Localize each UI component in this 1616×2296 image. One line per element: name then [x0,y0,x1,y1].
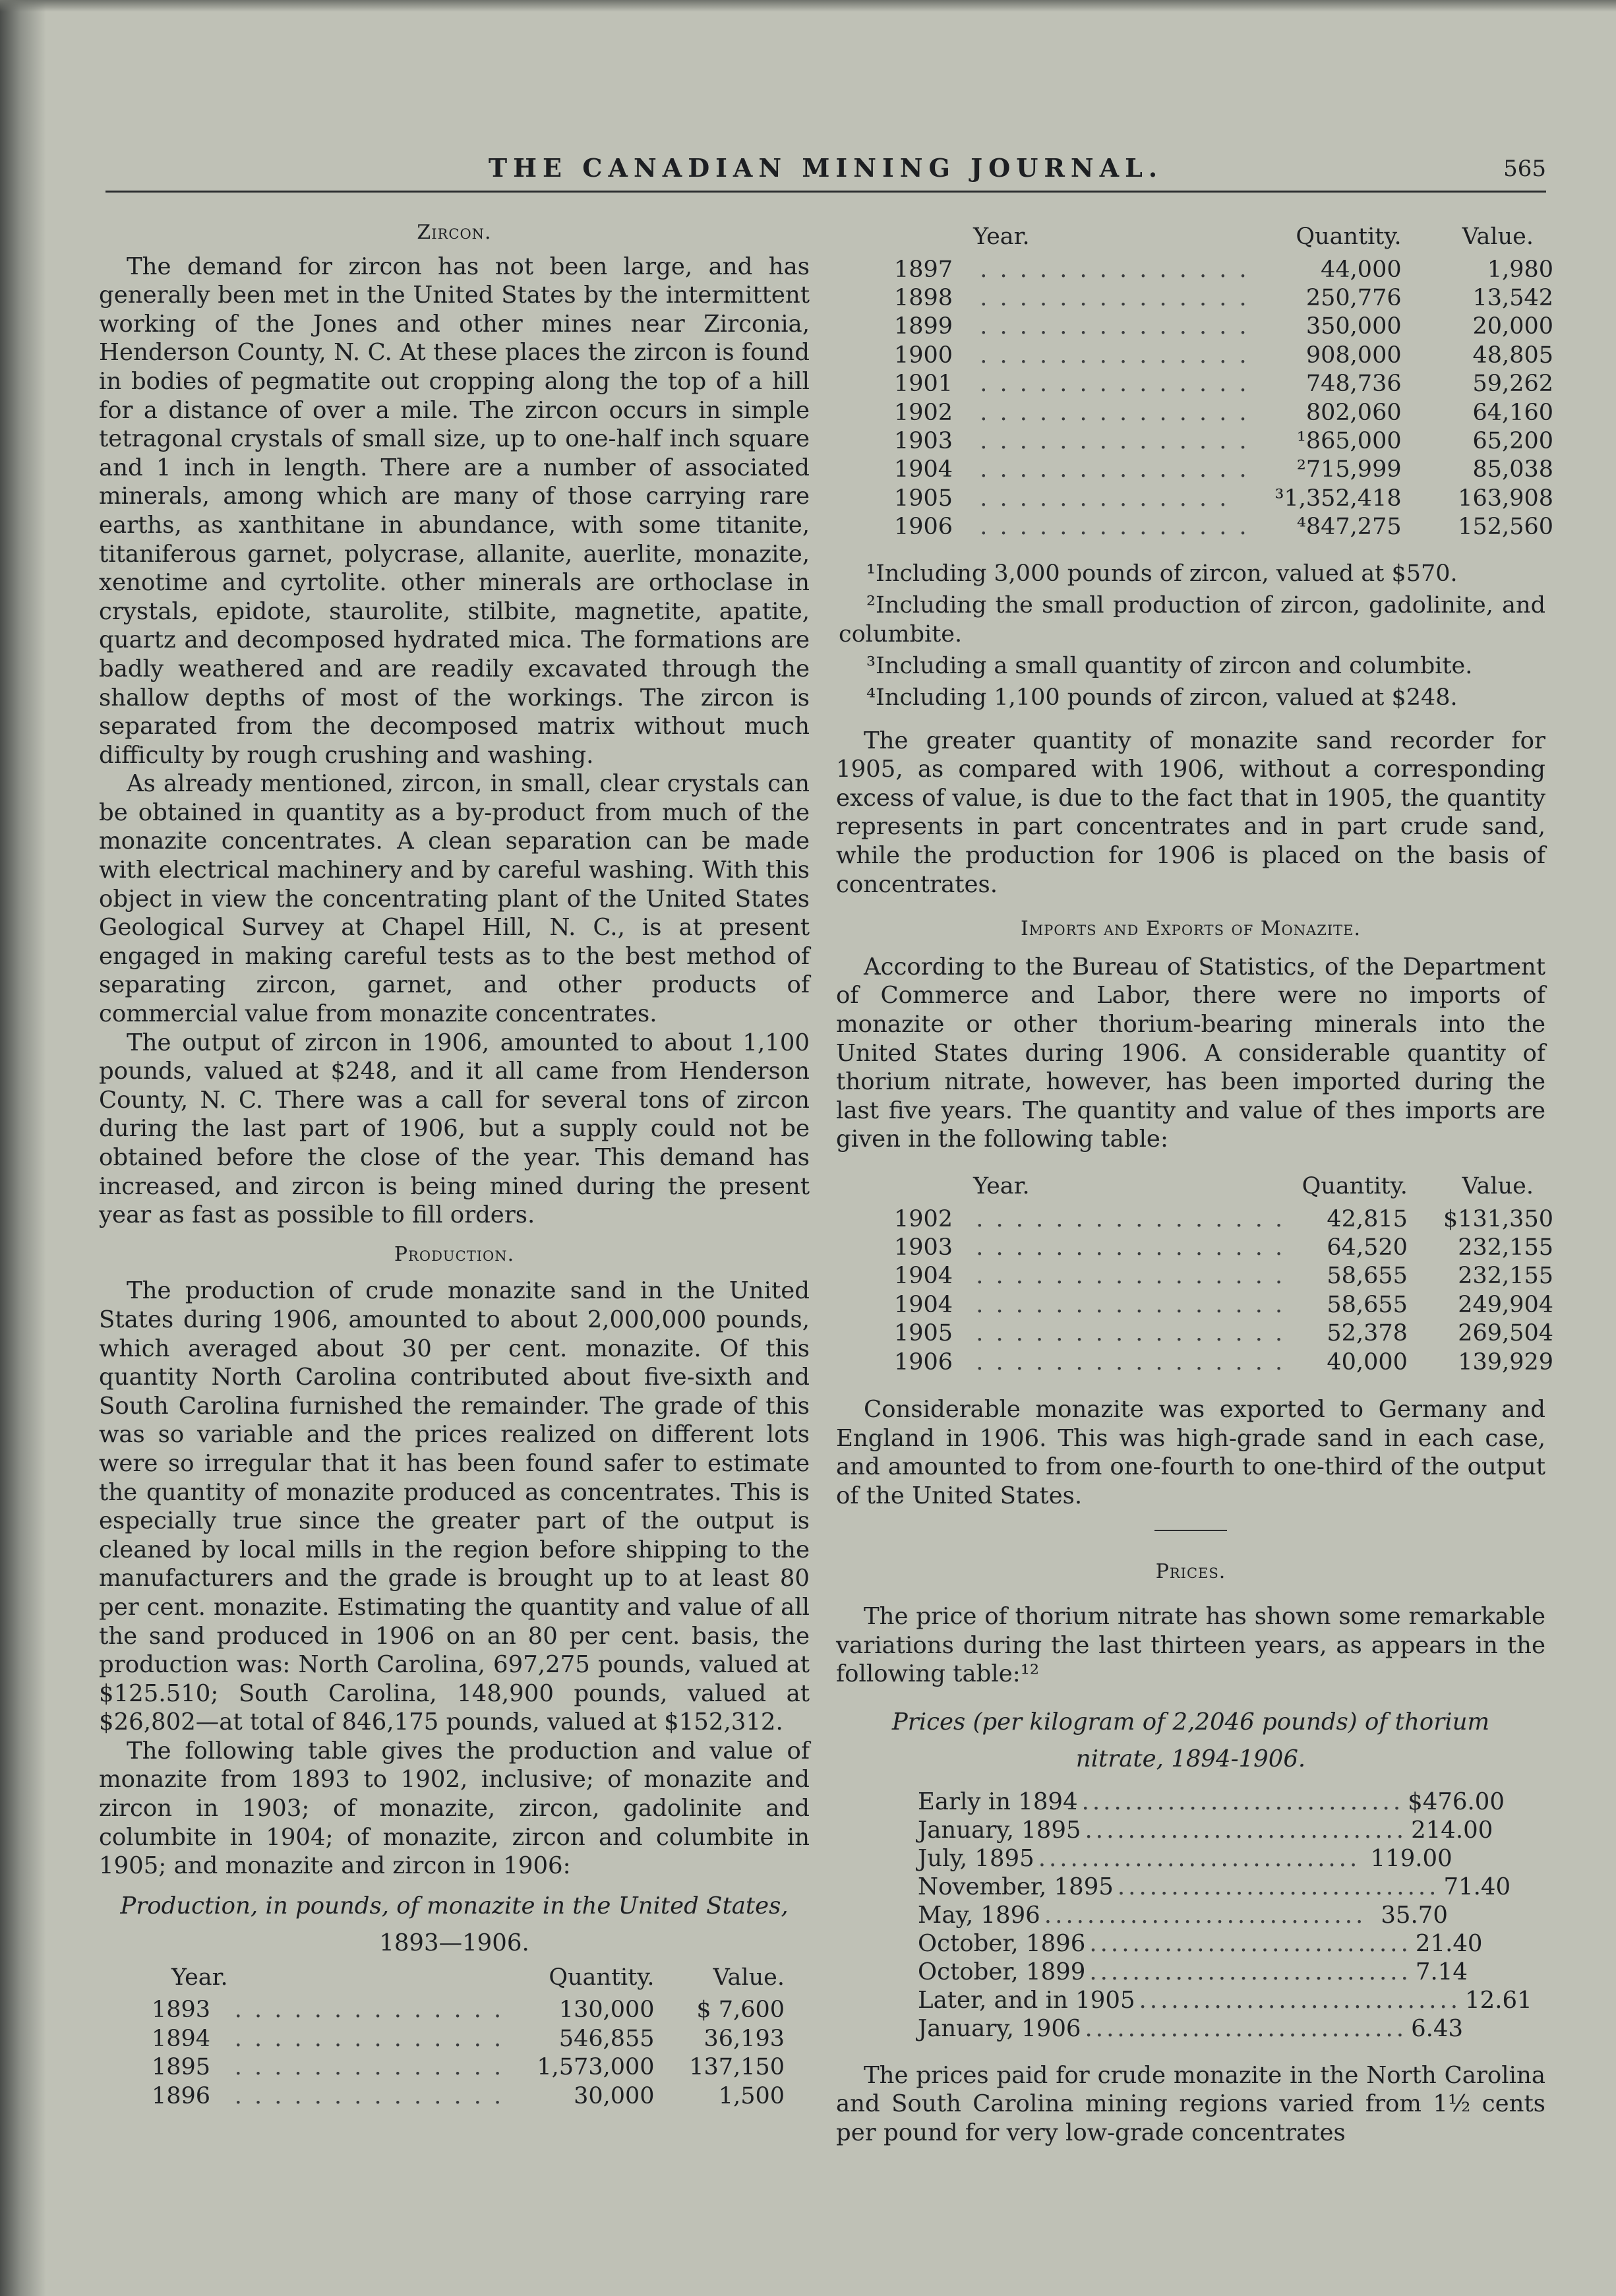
binding-shadow [0,0,46,2296]
footnote-1: ¹Including 3,000 pounds of zircon, valued at $570. [866,560,1458,587]
price-leader: .............................. [1085,1816,1408,1844]
row-year: 1903 [894,1234,953,1261]
production-paragraph-2: The following table gives the production and value of monazite from 1893 to 1902, inclusive; of monazite and zircon in 1903; of monazite, zircon, gadolinite and columbite in 1904; of monazite, zircon and columbite in 1905; and monazite and zircon in 1906: [99,1737,810,1880]
table-row [152,2053,785,2082]
imports-heading: Imports and Exports of Monazite. [1020,917,1362,941]
row-year: 1905 [894,485,953,512]
table-row [894,513,1553,541]
row-quantity: 58,655 [1327,1291,1408,1318]
row-leader: . . . . . . . . . . . . . . [980,285,1249,311]
row-leader: . . . . . . . . . . . . . . [980,313,1249,340]
table-row [152,2082,785,2111]
price-value: 35.70 [1381,1901,1448,1929]
row-year: 1904 [894,456,953,483]
row-leader: . . . . . . . . . . . . . . . . [976,1205,1286,1232]
price-value: $476.00 [1408,1788,1505,1815]
imports-paragraph: According to the Bureau of Statistics, of the Department of Commerce and Labor, there were no imports of monazite or other thorium-bearing minerals into the United States during 1906. A considerable quantity of thorium nitrate, however, has been imported during the last five years. The quantity and value of thes imports are given in the following table: [836,953,1545,1153]
row-value: 137,150 [689,2054,785,2081]
price-leader: .............................. [1117,1873,1440,1900]
price-date: July, 1895 [918,1844,1034,1872]
table-row [894,399,1553,427]
price-leader: .............................. [1089,1929,1412,1957]
row-value: $ 7,600 [696,1997,785,2024]
price-date: May, 1896 [918,1901,1040,1929]
table-header-row [894,223,1553,256]
price-value: 12.61 [1465,1986,1532,2014]
row-year: 1906 [894,1348,953,1375]
table-row [894,1234,1553,1262]
page-top-edge [0,0,1616,12]
row-quantity: 58,655 [1327,1263,1408,1290]
price-value: 214.00 [1411,1816,1493,1844]
production-table-part-1 [152,1964,785,2111]
price-row [918,2014,1464,2043]
table-row [894,256,1553,284]
price-leader: .............................. [1085,2014,1408,2042]
row-year: 1896 [152,2082,211,2109]
price-date: Early in 1894 [918,1788,1078,1815]
footnote-3: ³Including a small quantity of zircon and columbite. [866,652,1473,679]
row-value: 65,200 [1472,428,1553,455]
row-quantity: 250,776 [1305,285,1402,311]
header-quantity: Quantity. [549,1964,655,1991]
row-quantity: 1,573,000 [537,2054,655,2081]
header-quantity: Quantity. [1302,1172,1408,1199]
row-quantity: 908,000 [1305,342,1402,369]
row-leader: . . . . . . . . . . . . . . [980,428,1249,455]
production-table-part-2 [894,223,1553,542]
zircon-paragraph-3: The output of zircon in 1906, amounted to about 1,100 pounds, valued at $248, and it all came from Henderson County, N. C. There was a call for several tons of zircon during the last part of 1906, but a supply could not be obtained before the close of the year. This demand has increased, and zircon is being mined during the present year as fast as possible to fill orders. [99,1029,810,1229]
table-row [894,1205,1553,1234]
production-table-caption: Production, in pounds, of monazite in the United States, [120,1892,789,1919]
row-leader: . . . . . . . . . . . . . . . . [976,1348,1286,1375]
price-value: 119.00 [1370,1844,1452,1872]
row-leader: . . . . . . . . . . . . . . [980,371,1249,398]
price-row [918,1986,1532,2014]
table-row [894,1319,1553,1348]
table-row [152,1996,785,2024]
table-row [894,284,1553,313]
row-quantity: 40,000 [1327,1348,1408,1375]
price-leader: .............................. [1081,1788,1404,1815]
zircon-paragraph-1: The demand for zircon has not been large, and has generally been met in the United States by the intermittent working of the Jones and other mines near Zirconia, Henderson County, N. C. At these places the zircon is found in bodies of pegmatite out cropping along the top of a hill for a distance of over a mile. The zircon occurs in simple tetragonal crystals of small size, up to one-half inch square and 1 inch in length. There are a number of associated minerals, among which are many of those carrying rare earths, as xanthitane in abundance, with some titanite, titaniferous garnet, polycrase, allanite, auerlite, monazite, xenotime and cyrtolite. other minerals are orthoclase in crystals, epidote, staurolite, stilbite, magnetite, apatite, quartz and decomposed hydrated mica. The formations are badly weathered and are readily excavated through the shallow depths of most of the workings. The zircon is separated from the decomposed matrix without much difficulty by rough crushing and washing. [99,253,810,769]
price-row [918,1901,1458,1929]
row-leader: . . . . . . . . . . . . . . [234,2054,504,2081]
price-value: 6.43 [1411,2014,1464,2042]
row-year: 1895 [152,2054,211,2081]
footnote-2: ²Including the small production of zircon, gadolinite, and columbite. [839,591,1545,648]
row-value: 64,160 [1472,399,1553,426]
row-leader: . . . . . . . . . . . . . . . . [976,1234,1286,1261]
row-year: 1903 [894,428,953,455]
row-quantity: 802,060 [1305,399,1402,426]
price-row [918,1788,1505,1816]
row-quantity: 748,736 [1305,371,1402,398]
section-divider [1154,1530,1227,1531]
row-leader: . . . . . . . . . . . . . . [980,342,1249,369]
row-value: 163,908 [1458,485,1553,512]
header-dots [235,1964,504,1997]
row-value: $131,350 [1443,1205,1553,1232]
row-year: 1901 [894,371,953,398]
row-value: 13,542 [1472,285,1553,311]
price-date: January, 1895 [918,1816,1081,1844]
header-quantity: Quantity. [1296,224,1402,250]
footnotes [839,559,1545,712]
price-date: October, 1896 [918,1929,1086,1957]
table-row [894,1262,1553,1290]
row-value: 249,904 [1458,1291,1553,1318]
header-value: Value. [1462,224,1534,250]
price-row [918,1958,1468,1986]
row-leader: . . . . . . . . . . . . . . [980,514,1249,541]
footnote-4: ⁴Including 1,100 pounds of zircon, valued at $248. [866,684,1458,711]
row-year: 1902 [894,1205,953,1232]
row-leader: . . . . . . . . . . . . . . . . [976,1320,1286,1347]
row-value: 139,929 [1458,1348,1553,1375]
production-paragraph-1: The production of crude monazite sand in the United States during 1906, amounted to about 2,000,000 pounds, which averaged about 30 per cent. monazite. Of this quantity North Carolina contributed about five-sixth and South Carolina furnished the remainder. The grade of this was so variable and the prices realized on different lots were so irregular that it has been found safer to estimate the quantity of monazite produced as concentrates. This is especially true since the greater part of the output is cleaned by local mills in the region before shipping to the manufacturers and the grade is brought up to at least 80 per cent. monazite. Estimating the quantity and value of all the sand produced in 1906 on an 80 per cent. basis, the production was: North Carolina, 697,275 pounds, valued at $125.510; South Carolina, 148,900 pounds, valued at $26,802—at total of 846,175 pounds, valued at $152,312. [99,1277,810,1736]
header-year: Year. [171,1964,228,1991]
price-row [918,1816,1493,1844]
prices-table [918,1788,1532,2043]
page-number: 565 [1503,156,1546,182]
header-value: Value. [713,1964,785,1991]
row-value: 232,155 [1458,1263,1553,1290]
row-year: 1900 [894,342,953,369]
row-quantity: 64,520 [1327,1234,1408,1261]
production-table-years: 1893—1906. [379,1929,529,1956]
price-value: 71.40 [1443,1873,1511,1900]
row-leader: . . . . . . . . . . . . . . [234,1997,504,2024]
row-value: 232,155 [1458,1234,1553,1261]
row-leader: . . . . . . . . . . . . . . . . [976,1291,1286,1318]
row-year: 1894 [152,2025,211,2052]
table-row [894,370,1553,398]
row-year: 1902 [894,399,953,426]
table-row [894,485,1553,513]
price-leader: .............................. [1089,1958,1412,1985]
row-year: 1906 [894,514,953,541]
row-quantity: 350,000 [1305,313,1402,340]
monazite-paragraph: The greater quantity of monazite sand recorder for 1905, as compared with 1906, without a corresponding excess of value, is due to the fact that in 1905, the quantity represents in part concentrates and in part crude sand, while the production for 1906 is placed on the basis of concentrates. [836,727,1545,898]
row-quantity: ²715,999 [1296,456,1402,483]
row-leader: . . . . . . . . . . . . . . . . [976,1263,1286,1290]
row-year: 1898 [894,285,953,311]
price-date: November, 1895 [918,1873,1114,1900]
row-year: 1899 [894,313,953,340]
row-quantity: 42,815 [1327,1205,1408,1232]
row-year: 1897 [894,256,953,283]
row-value: 36,193 [703,2025,785,2052]
row-year: 1893 [152,1997,211,2024]
price-value: 21.40 [1415,1929,1483,1957]
table-row [894,427,1553,456]
table-row [894,456,1553,484]
row-quantity: 52,378 [1327,1320,1408,1347]
row-quantity: ⁴847,275 [1296,514,1402,541]
right-column [836,223,1553,2148]
price-leader: .............................. [1139,1986,1462,2014]
exports-paragraph: Considerable monazite was exported to Germany and England in 1906. This was high-grade sand in each case, and amounted to from one-fourth to one-third of the output of the United States. [836,1396,1545,1509]
row-value: 152,560 [1458,514,1553,541]
row-quantity: 30,000 [574,2082,655,2109]
row-value: 48,805 [1472,342,1553,369]
price-row [918,1873,1511,1901]
row-quantity: 44,000 [1321,256,1402,283]
table-row [894,313,1553,341]
zircon-paragraph-2: As already mentioned, zircon, in small, clear crystals can be obtained in quantity as a by-product from much of the monazite concentrates. A clean separation can be made with electrical machinery and by careful washing. With this object in view the concentrating plant of the United States Geological Survey at Chapel Hill, N. C., is at present engaged in making careful tests as to the best method of separating zircon, garnet, and other products of commercial value from monazite concentrates. [99,770,810,1028]
row-value: 1,980 [1487,256,1553,283]
row-leader: . . . . . . . . . . . . . . [234,2025,504,2052]
row-quantity: ¹865,000 [1296,428,1402,455]
table-header-row [894,1172,1553,1205]
table-header-row [152,1964,785,1997]
table-row [894,1291,1553,1319]
prices-paragraph: The price of thorium nitrate has shown some remarkable variations during the last thirteen years, as appears in the following table:¹² [836,1602,1545,1688]
running-head: THE CANADIAN MINING JOURNAL. [488,153,1164,183]
header-year: Year. [973,1172,1030,1199]
left-column [99,214,810,2111]
price-leader: .............................. [1038,1844,1361,1872]
price-date: January, 1906 [918,2014,1081,2042]
price-row [918,1844,1458,1873]
row-leader: . . . . . . . . . . . . . . [980,456,1249,483]
imports-table [894,1172,1553,1377]
row-value: 59,262 [1472,371,1553,398]
row-value: 20,000 [1472,313,1553,340]
row-quantity: 546,855 [558,2025,655,2052]
zircon-heading: Zircon. [417,221,492,244]
header-value: Value. [1462,1172,1534,1199]
closing-paragraph: The prices paid for crude monazite in the North Carolina and South Carolina mining regions varied from 1½ cents per pound for very low-grade concentrates [836,2061,1545,2146]
price-leader: .............................. [1044,1901,1367,1929]
table-row [894,342,1553,370]
row-year: 1905 [894,1320,953,1347]
price-date: October, 1899 [918,1958,1086,1985]
row-leader: . . . . . . . . . . . . . . [980,399,1249,426]
prices-heading: Prices. [1155,1560,1226,1584]
production-heading: Production. [394,1242,515,1266]
row-quantity: ³1,352,418 [1274,485,1402,512]
row-year: 1904 [894,1263,953,1290]
prices-table-caption-years: nitrate, 1894-1906. [1075,1745,1306,1772]
row-quantity: 130,000 [558,1997,655,2024]
row-value: 269,504 [1458,1320,1553,1347]
row-value: 85,038 [1472,456,1553,483]
header-year: Year. [973,224,1030,250]
table-row [894,1348,1553,1377]
price-row [918,1929,1483,1958]
prices-table-caption: Prices (per kilogram of 2,2046 pounds) of thorium [891,1708,1490,1736]
row-leader: . . . . . . . . . . . . . . [234,2082,504,2109]
table-row [152,2025,785,2053]
row-year: 1904 [894,1291,953,1318]
row-value: 1,500 [718,2082,785,2109]
price-date: Later, and in 1905 [918,1986,1135,2014]
page-header [105,150,1546,193]
row-leader: . . . . . . . . . . . . . . [980,256,1249,283]
row-leader: . . . . . . . . . . . . . [980,485,1230,512]
price-value: 7.14 [1415,1958,1468,1985]
